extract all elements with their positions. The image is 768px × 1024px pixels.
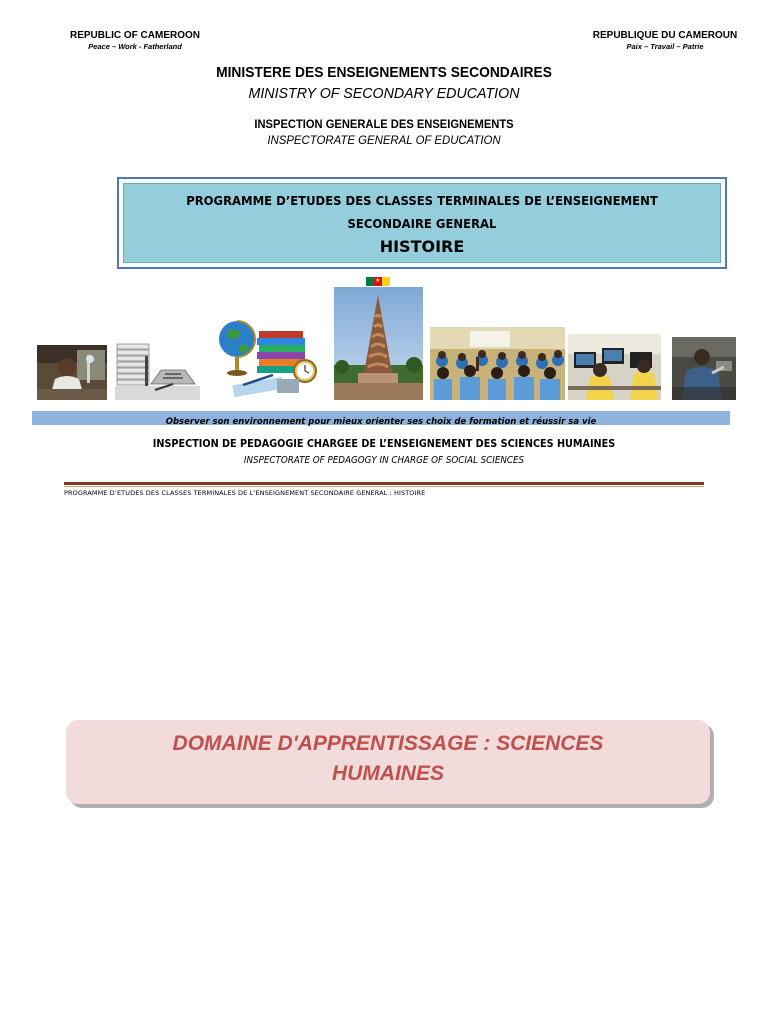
country-fr: REPUBLIQUE DU CAMEROUN bbox=[592, 30, 738, 41]
program-line-2: SECONDAIRE GENERAL bbox=[347, 216, 497, 231]
globe-books-photo bbox=[213, 315, 323, 397]
header-right bbox=[570, 30, 760, 51]
domain-title bbox=[66, 720, 710, 789]
domain-box bbox=[66, 720, 710, 804]
program-box bbox=[117, 177, 727, 269]
ministry-title-en: MINISTRY OF SECONDARY EDUCATION bbox=[248, 85, 520, 102]
mechanic-photo bbox=[672, 337, 736, 400]
country-en: REPUBLIC OF CAMEROON bbox=[70, 30, 200, 41]
pedagogy-title-en: INSPECTORATE OF PEDAGOGY IN CHARGE OF SOCIAL SCIENCES bbox=[243, 455, 525, 466]
domain-title-line-1: DOMAINE D'APPRENTISSAGE : SCIENCES bbox=[172, 732, 604, 755]
office-desk-photo bbox=[115, 340, 200, 400]
flag-stripe-yellow bbox=[382, 277, 390, 286]
flag-stripe-green bbox=[366, 277, 374, 286]
motto-text: Observer son environnement pour mieux orienter ses choix de formation et réussir sa vie bbox=[165, 417, 597, 427]
running-head: PROGRAMME D’ETUDES DES CLASSES TERMINALES DE L’ENSEIGNEMENT SECONDAIRE GENERAL : HISTOIRE bbox=[64, 489, 426, 497]
program-subject: HISTOIRE bbox=[379, 237, 465, 256]
pedagogy-title-fr: INSPECTION DE PEDAGOGIE CHARGEE DE L’ENSEIGNEMENT DES SCIENCES HUMAINES bbox=[152, 438, 616, 450]
ministry-title-fr: MINISTERE DES ENSEIGNEMENTS SECONDAIRES bbox=[216, 64, 552, 81]
laboratory-photo bbox=[37, 345, 107, 400]
header-left bbox=[40, 30, 230, 51]
flag-star-icon: ★ bbox=[375, 278, 381, 284]
header-rule-thick bbox=[64, 482, 704, 485]
computer-lab-photo bbox=[568, 334, 661, 400]
domain-title-line-2: HUMAINES bbox=[331, 762, 444, 785]
program-box-inner bbox=[123, 183, 721, 263]
program-line-1: PROGRAMME D’ETUDES DES CLASSES TERMINALES DE L’ENSEIGNEMENT bbox=[186, 193, 658, 208]
flag-stripe-red bbox=[374, 277, 382, 286]
motto-en: Peace – Work - Fatherland bbox=[88, 42, 182, 51]
cameroon-flag bbox=[366, 277, 390, 286]
classroom-photo bbox=[430, 327, 565, 400]
inspection-title-fr: INSPECTION GENERALE DES ENSEIGNEMENTS bbox=[254, 117, 514, 131]
header-rule-thin bbox=[64, 486, 704, 487]
motto-fr: Paix – Travail – Patrie bbox=[626, 42, 704, 51]
motto-bar bbox=[32, 411, 730, 425]
reunification-monument-photo bbox=[334, 287, 423, 400]
inspection-title-en: INSPECTORATE GENERAL OF EDUCATION bbox=[267, 133, 501, 147]
